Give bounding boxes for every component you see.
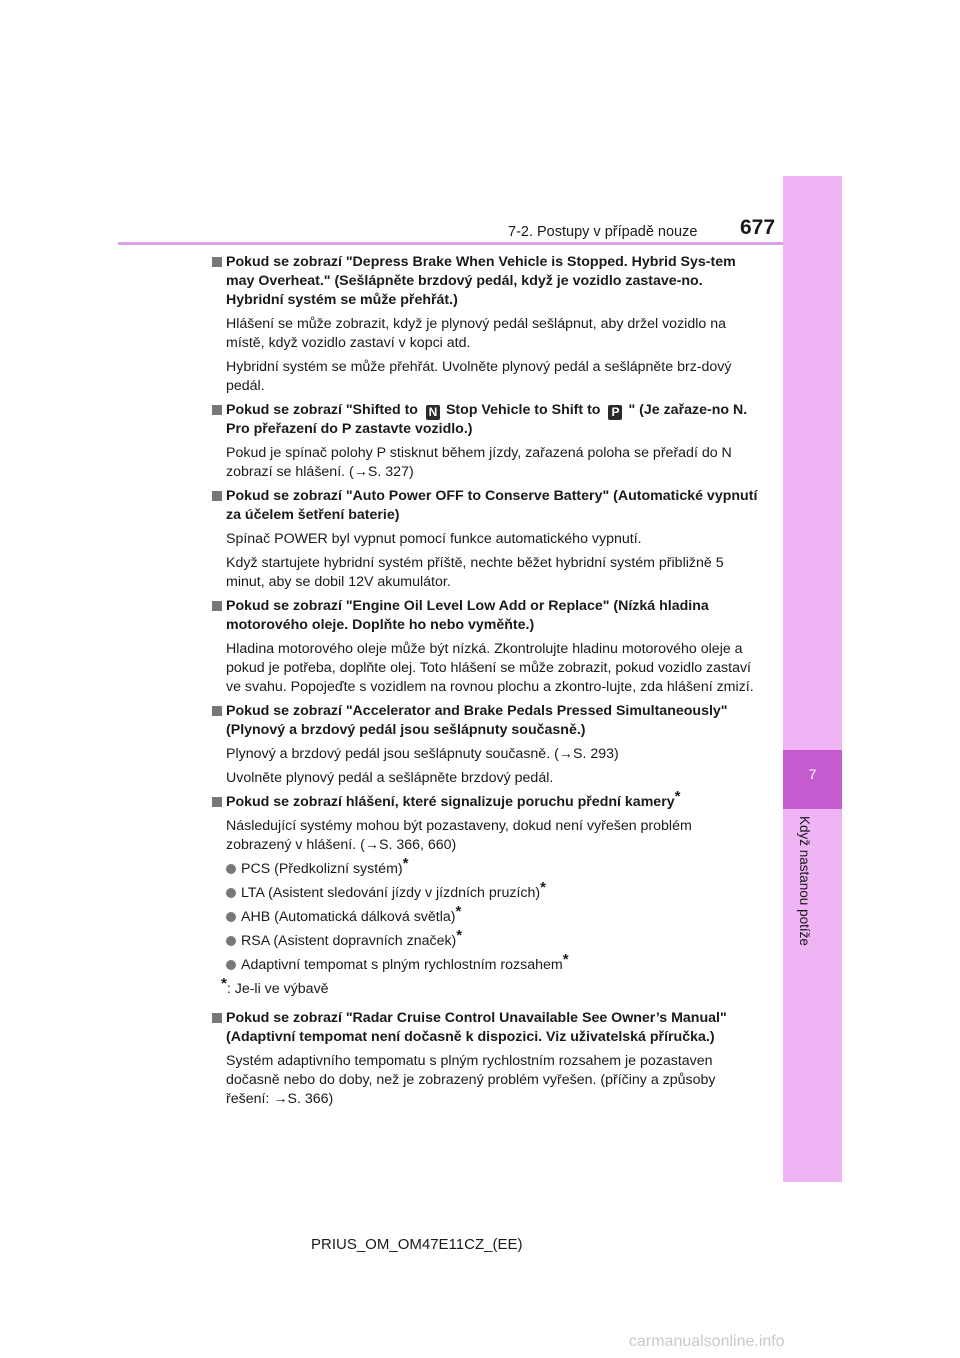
item-paragraph: Když startujete hybridní systém příště, nechte běžet hybridní systém přibližně 5 minut, aby se dobil 12V akumulátor. — [226, 555, 724, 590]
list-item: RSA (Asistent dopravních značek)* — [211, 932, 758, 951]
round-bullet-icon — [226, 960, 236, 970]
item-paragraph: Následující systémy mohou být pozastaveny, dokud není vyřešen problém zobrazený v hlášení. (→S. 366, 660) — [226, 818, 692, 853]
item-paragraph: Pokud je spínač polohy P stisknut během jízdy, zařazená poloha se přeřadí do N zobrazí se hlášení. (→S. 327) — [226, 445, 732, 480]
footnote-asterisk: * — [456, 927, 463, 944]
gear-n-icon: N — [426, 405, 440, 420]
item-heading: Pokud se zobrazí "Engine Oil Level Low Add or Replace" (Nízká hladina motorového oleje. Doplňte ho nebo vyměňte.) — [211, 597, 758, 635]
square-bullet-icon — [212, 601, 222, 611]
item-paragraph: Plynový a brzdový pedál jsou sešlápnuty současně. (→S. 293) — [226, 746, 619, 762]
item-heading: Pokud se zobrazí "Radar Cruise Control Unavailable See Owner’s Manual" (Adaptivní tempomat není dočasně k dispozici. Viz uživatelská příručka.) — [211, 1009, 758, 1047]
item-paragraph: Uvolněte plynový pedál a sešlápněte brzdový pedál. — [226, 770, 554, 786]
message-item — [211, 597, 758, 697]
document-code: PRIUS_OM_OM47E11CZ_(EE) — [311, 1236, 523, 1253]
message-item — [211, 253, 758, 396]
square-bullet-icon — [212, 491, 222, 501]
footnote: *: Je-li ve výbavě — [221, 975, 329, 997]
item-heading: Pokud se zobrazí "Auto Power OFF to Conserve Battery" (Automatické vypnutí za účelem šetření baterie) — [211, 487, 758, 525]
list-item: LTA (Asistent sledování jízdy v jízdních pruzích)* — [211, 884, 758, 903]
message-item — [211, 788, 758, 999]
item-heading: Pokud se zobrazí "Depress Brake When Vehicle is Stopped. Hybrid Sys-tem may Overheat." (Sešlápněte brzdový pedál, když je vozidlo zastave-no. Hybridní systém se může přehřát.) — [211, 253, 758, 310]
round-bullet-icon — [226, 936, 236, 946]
item-paragraph: Hlášení se může zobrazit, když je plynový pedál sešlápnut, aby držel vozidlo na místě, když vozidlo zastaví v kopci atd. — [226, 316, 726, 351]
item-heading: Pokud se zobrazí hlášení, které signalizuje poruchu přední kamery* — [211, 793, 758, 812]
round-bullet-icon — [226, 888, 236, 898]
watermark: carmanualsonline.info — [629, 1333, 785, 1350]
item-heading: Pokud se zobrazí "Shifted to N Stop Vehicle to Shift to P " (Je zařaze-no N. Pro přeřazení do P zastavte vozidlo.) — [211, 401, 758, 439]
item-heading: Pokud se zobrazí "Accelerator and Brake Pedals Pressed Simultaneously" (Plynový a brzdový pedál jsou sešlápnuty současně.) — [211, 702, 758, 740]
list-item: AHB (Automatická dálková světla)* — [211, 908, 758, 927]
footnote-asterisk: * — [455, 903, 462, 920]
footnote-asterisk: * — [402, 855, 409, 872]
chapter-number: 7 — [808, 766, 817, 782]
message-item — [211, 487, 758, 592]
item-paragraph: Hybridní systém se může přehřát. Uvolněte plynový pedál a sešlápněte brz-dový pedál. — [226, 359, 732, 394]
footnote-asterisk: * — [562, 951, 569, 968]
gear-p-icon: P — [608, 405, 622, 420]
round-bullet-icon — [226, 864, 236, 874]
item-paragraph: Systém adaptivního tempomatu s plným rychlostním rozsahem je pozastaven dočasně nebo do doby, než je zobrazený problém vyřešen. (příčiny a způsoby řešení: →S. 366) — [226, 1053, 716, 1107]
item-paragraph: Spínač POWER byl vypnut pomocí funkce automatického vypnutí. — [226, 531, 642, 547]
chapter-side-tab — [783, 176, 842, 1182]
square-bullet-icon — [212, 706, 222, 716]
square-bullet-icon — [212, 797, 222, 807]
round-bullet-icon — [226, 912, 236, 922]
page-number: 677 — [740, 216, 776, 239]
header-rule — [118, 242, 783, 245]
message-item — [211, 1009, 758, 1109]
section-title: 7-2. Postupy v případě nouze — [508, 224, 698, 240]
footnote-asterisk: * — [674, 788, 681, 805]
list-item: Adaptivní tempomat s plným rychlostním rozsahem* — [211, 956, 758, 975]
square-bullet-icon — [212, 1013, 222, 1023]
square-bullet-icon — [212, 405, 222, 415]
item-paragraph: Hladina motorového oleje může být nízká. Zkontrolujte hladinu motorového oleje a pokud je potřeba, doplňte olej. Toto hlášení se může zobrazit, pokud vozidlo zastaví ve svahu. Popojeďte s vozidlem na rovnou plochu a zkontro-lujte, zda hlášení zmizí. — [226, 641, 754, 695]
message-item — [211, 401, 758, 482]
page-content — [211, 253, 758, 1114]
list-item: PCS (Předkolizní systém)* — [211, 860, 758, 879]
message-item — [211, 702, 758, 788]
footnote-asterisk: * — [540, 879, 546, 896]
footnote-asterisk: * — [221, 975, 227, 992]
chapter-title: Když nastanou potíže — [797, 816, 812, 946]
square-bullet-icon — [212, 257, 222, 267]
